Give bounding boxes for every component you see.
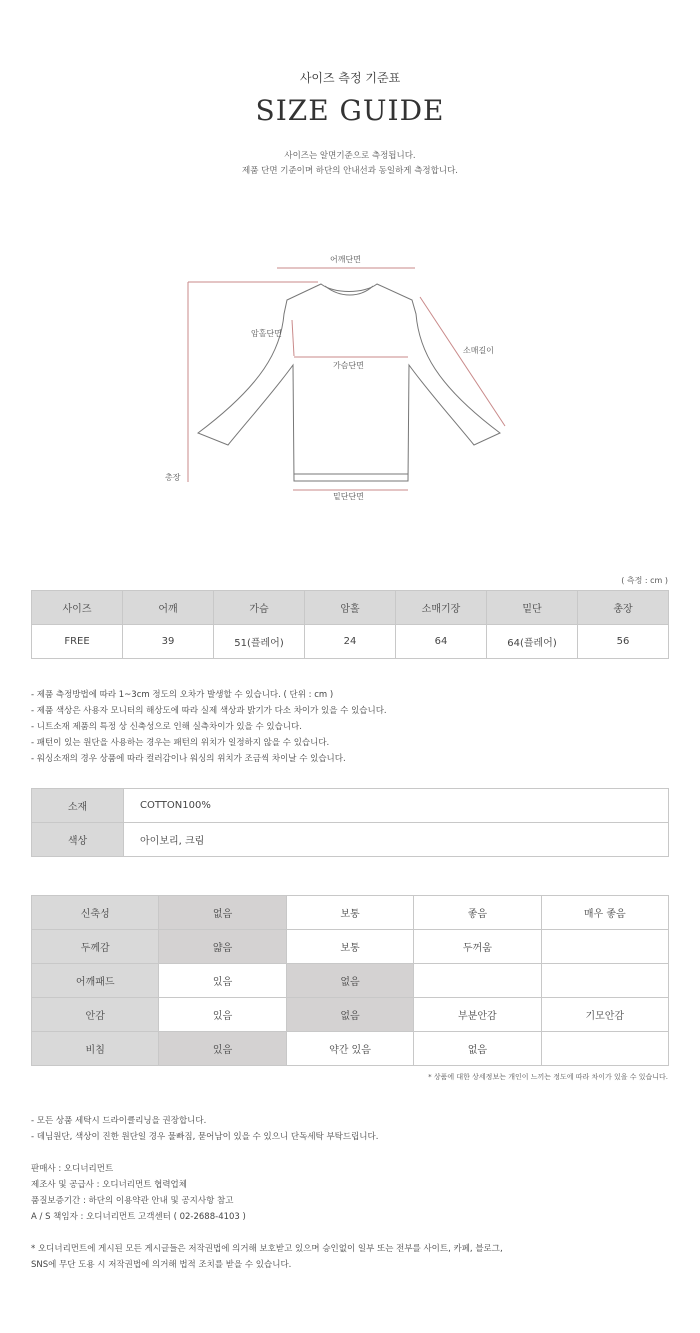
color-value: 아이보리, 크림 — [124, 823, 669, 857]
seller-info: A / S 책임자 : 오디너리먼트 고객센터 ( 02-2688-4103 ) — [31, 1212, 246, 1222]
table-row — [32, 823, 669, 857]
feature-table — [31, 895, 669, 1066]
feature-option: 있음 — [159, 998, 286, 1032]
table-row — [32, 930, 669, 964]
table-row — [32, 1032, 669, 1066]
intro-line-2: 제품 단면 기준이며 하단의 안내선과 동일하게 측정합니다. — [242, 166, 458, 176]
feature-option — [414, 964, 541, 998]
feature-option-selected: 없음 — [286, 964, 413, 998]
cell: 39 — [123, 625, 214, 659]
feature-option: 있음 — [159, 964, 286, 998]
seller-info: 제조사 및 공급사 : 오디너리먼트 협력업체 — [31, 1180, 187, 1190]
note-line: - 워싱소재의 경우 상품에 따라 컬러감이나 워싱의 위치가 조금씩 차이날 수 있습니다. — [31, 754, 346, 764]
unit-note: ( 측정 : cm ) — [621, 576, 668, 585]
label-sleeve: 소매길이 — [463, 346, 494, 355]
label-length: 총장 — [165, 473, 181, 482]
cell: 56 — [578, 625, 669, 659]
header-cell: 가슴 — [214, 591, 305, 625]
feature-option-selected: 없음 — [159, 896, 286, 930]
table-row — [32, 964, 669, 998]
material-value: COTTON100% — [124, 789, 669, 823]
label-armhole: 암홀단면 — [251, 329, 282, 338]
seller-info: 판매사 : 오디너리먼트 — [31, 1164, 114, 1174]
feature-option — [541, 930, 668, 964]
cell: 51(플레어) — [214, 625, 305, 659]
feature-label: 신축성 — [32, 896, 159, 930]
material-label: 소재 — [32, 789, 124, 823]
color-label: 색상 — [32, 823, 124, 857]
header-cell: 총장 — [578, 591, 669, 625]
feature-disclaimer: * 상품에 대한 상세정보는 개인이 느끼는 정도에 따라 차이가 있을 수 있습니다. — [428, 1073, 668, 1081]
header-cell: 사이즈 — [32, 591, 123, 625]
size-table-header — [32, 591, 669, 625]
header-cell: 소매기장 — [396, 591, 487, 625]
intro-line-1: 사이즈는 알면기준으로 측정됩니다. — [284, 151, 416, 161]
header-cell: 밑단 — [487, 591, 578, 625]
table-row — [32, 789, 669, 823]
page-title: SIZE GUIDE — [255, 94, 445, 127]
copyright-note: * 오디너리먼트에 게시된 모든 게시글들은 저작권법에 의거해 보호받고 있으며 승인없이 일부 또는 전부를 사이트, 카페, 블로그, — [31, 1244, 503, 1254]
feature-option — [541, 964, 668, 998]
copyright-note: SNS에 무단 도용 시 저작권법에 의거해 법적 조치를 받을 수 있습니다. — [31, 1260, 292, 1270]
feature-option — [541, 1032, 668, 1066]
feature-option: 부분안감 — [414, 998, 541, 1032]
feature-label: 안감 — [32, 998, 159, 1032]
note-line: - 제품 색상은 사용자 모니터의 해상도에 따라 실제 색상과 밝기가 다소 차이가 있을 수 있습니다. — [31, 706, 387, 716]
feature-option: 두꺼움 — [414, 930, 541, 964]
care-note: - 모든 상품 세탁시 드라이클리닝을 권장합니다. — [31, 1116, 207, 1126]
feature-option: 보통 — [286, 930, 413, 964]
cell: FREE — [32, 625, 123, 659]
sweater-outline — [198, 284, 500, 481]
header-cell: 어깨 — [123, 591, 214, 625]
feature-label: 비침 — [32, 1032, 159, 1066]
table-row — [32, 896, 669, 930]
cell: 64(플레어) — [487, 625, 578, 659]
neckline — [325, 286, 373, 295]
feature-option: 좋음 — [414, 896, 541, 930]
cell: 24 — [305, 625, 396, 659]
feature-label: 두께감 — [32, 930, 159, 964]
feature-option: 매우 좋음 — [541, 896, 668, 930]
label-chest: 가슴단면 — [333, 361, 364, 370]
note-line: - 제품 측정방법에 따라 1~3cm 정도의 오차가 발생할 수 있습니다. ( 단위 : cm ) — [31, 690, 334, 700]
feature-label: 어깨패드 — [32, 964, 159, 998]
label-shoulder: 어깨단면 — [330, 255, 361, 264]
sleeve-measure-line — [420, 297, 505, 426]
seller-info: 품질보증기간 : 하단의 이용약관 안내 및 공지사항 참고 — [31, 1196, 234, 1206]
cell: 64 — [396, 625, 487, 659]
feature-option-selected: 얇음 — [159, 930, 286, 964]
armhole-measure-line — [292, 320, 294, 356]
feature-option: 기모안감 — [541, 998, 668, 1032]
care-note: - 데님원단, 색상이 진한 원단일 경우 물빠짐, 묻어남이 있을 수 있으니 단독세탁 부탁드립니다. — [31, 1132, 379, 1142]
table-row — [32, 625, 669, 659]
header-cell: 암홀 — [305, 591, 396, 625]
size-table — [31, 590, 669, 659]
page-subtitle-korean: 사이즈 측정 기준표 — [299, 71, 401, 85]
garment-measurement-diagram — [0, 240, 700, 510]
material-table — [31, 788, 669, 857]
feature-option: 약간 있음 — [286, 1032, 413, 1066]
feature-option-selected: 없음 — [286, 998, 413, 1032]
feature-option-selected: 있음 — [159, 1032, 286, 1066]
label-hem: 밑단단면 — [333, 492, 364, 501]
feature-option: 보통 — [286, 896, 413, 930]
note-line: - 니트소재 제품의 특정 상 신축성으로 인해 실측차이가 있을 수 있습니다. — [31, 722, 302, 732]
note-line: - 패턴이 있는 원단을 사용하는 경우는 패턴의 위치가 일정하지 않을 수 있습니다. — [31, 738, 330, 748]
table-row — [32, 998, 669, 1032]
feature-option: 없음 — [414, 1032, 541, 1066]
